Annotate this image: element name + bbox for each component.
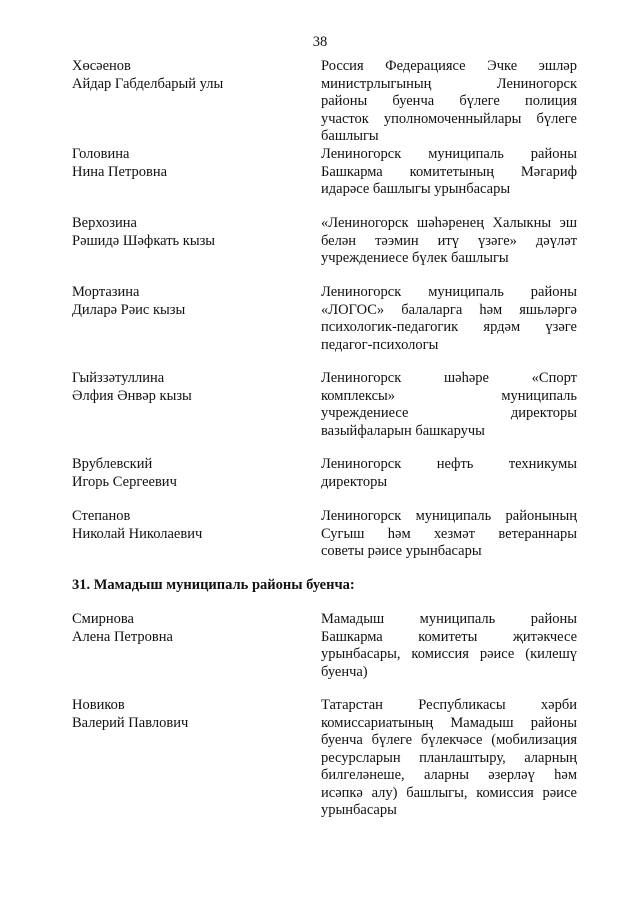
description-line: Сугыш һәм хезмәт ветераннары bbox=[321, 525, 577, 542]
description-line: «Лениногорск шәһәренең Халыкны эш bbox=[321, 215, 577, 231]
description-line: буенча бүлеге бүлекчәсе (мобилизация bbox=[321, 732, 577, 748]
description-line: советы рәисе урынбасары bbox=[321, 543, 482, 559]
description-line: Россия Федерациясе Эчке эшләр bbox=[321, 58, 577, 74]
position-description bbox=[321, 370, 577, 440]
description-line: Лениногорск шәһәре «Спорт bbox=[321, 370, 577, 386]
description-line: районы буенча бүлеге полиция bbox=[321, 93, 577, 109]
position-description bbox=[321, 611, 577, 681]
description-line: участок уполномоченныйлары бүлеге bbox=[321, 110, 577, 127]
page-number: 38 bbox=[312, 34, 328, 50]
surname: Верхозина bbox=[72, 215, 137, 231]
description-line: психологик-педагогик ярдәм үзәге bbox=[321, 319, 577, 335]
person-name bbox=[72, 697, 292, 732]
description-line: ресурсларын планлаштыру, аларның bbox=[321, 749, 577, 766]
given-names: Айдар Габделбарый улы bbox=[72, 75, 224, 92]
surname: Головина bbox=[72, 146, 130, 162]
surname: Смирнова bbox=[72, 611, 134, 627]
description-line: урынбасары, комиссия рәисе (килешү bbox=[321, 646, 577, 662]
description-line: урынбасары bbox=[321, 802, 397, 818]
person-name bbox=[72, 370, 292, 405]
person-name bbox=[72, 508, 292, 543]
given-names: Алена Петровна bbox=[72, 628, 173, 645]
surname: Новиков bbox=[72, 697, 125, 713]
surname: Мортазина bbox=[72, 284, 140, 300]
person-name bbox=[72, 456, 292, 491]
description-line: исәпкә алу) башлыгы, комиссия рәисе bbox=[321, 784, 577, 801]
description-line: Мамадыш муниципаль районы bbox=[321, 611, 577, 627]
description-line: Башкарма комитетының Мәгариф bbox=[321, 163, 577, 180]
surname: Гыйззәтуллина bbox=[72, 370, 165, 386]
surname: Хөсәенов bbox=[72, 58, 131, 74]
position-description bbox=[321, 508, 577, 561]
person-name bbox=[72, 146, 292, 181]
position-description bbox=[321, 146, 577, 199]
description-line: идарәсе башлыгы урынбасары bbox=[321, 181, 511, 197]
position-description bbox=[321, 456, 577, 491]
description-line: белән тәэмин итү үзәге» дәүләт bbox=[321, 232, 577, 249]
description-line: учреждениесе директоры bbox=[321, 405, 577, 421]
description-line: Лениногорск муниципаль районы bbox=[321, 146, 577, 162]
position-description bbox=[321, 697, 577, 820]
given-names: Рәшидә Шәфкать кызы bbox=[72, 232, 216, 249]
description-line: педагог-психологы bbox=[321, 336, 439, 353]
description-line: министрлыгының Лениногорск bbox=[321, 75, 577, 92]
description-line: Лениногорск муниципаль районының bbox=[321, 508, 577, 524]
description-line: билгеләнеше, аларны әзерләү һәм bbox=[321, 767, 577, 783]
description-line: Лениногорск муниципаль районы bbox=[321, 284, 577, 300]
given-names: Әлфия Әнвәр кызы bbox=[72, 387, 192, 404]
given-names: Нина Петровна bbox=[72, 163, 168, 180]
position-description bbox=[321, 215, 577, 268]
given-names: Игорь Сергеевич bbox=[72, 473, 177, 490]
description-line: директоры bbox=[321, 473, 388, 490]
given-names: Николай Николаевич bbox=[72, 525, 203, 542]
position-description bbox=[321, 284, 577, 354]
description-line: башлыгы bbox=[321, 128, 379, 144]
description-line: Лениногорск нефть техникумы bbox=[321, 456, 577, 472]
section-heading: 31. Мамадыш муниципаль районы буенча: bbox=[72, 577, 355, 593]
person-name bbox=[72, 58, 292, 93]
given-names: Диларә Рәис кызы bbox=[72, 301, 186, 318]
description-line: Башкарма комитеты җитәкчесе bbox=[321, 628, 577, 645]
given-names: Валерий Павлович bbox=[72, 714, 189, 731]
description-line: комиссариатының Мамадыш районы bbox=[321, 714, 577, 731]
surname: Степанов bbox=[72, 508, 131, 524]
description-line: «ЛОГОС» балаларга һәм яшьләргә bbox=[321, 301, 577, 318]
description-line: буенча) bbox=[321, 663, 368, 680]
person-name bbox=[72, 611, 292, 646]
description-line: вазыйфаларын башкаручы bbox=[321, 422, 485, 439]
description-line: учреждениесе бүлек башлыгы bbox=[321, 250, 509, 266]
position-description bbox=[321, 58, 577, 146]
surname: Врублевский bbox=[72, 456, 153, 472]
person-name bbox=[72, 284, 292, 319]
description-line: комплексы» муниципаль bbox=[321, 387, 577, 404]
description-line: Татарстан Республикасы хәрби bbox=[321, 697, 577, 713]
person-name bbox=[72, 215, 292, 250]
